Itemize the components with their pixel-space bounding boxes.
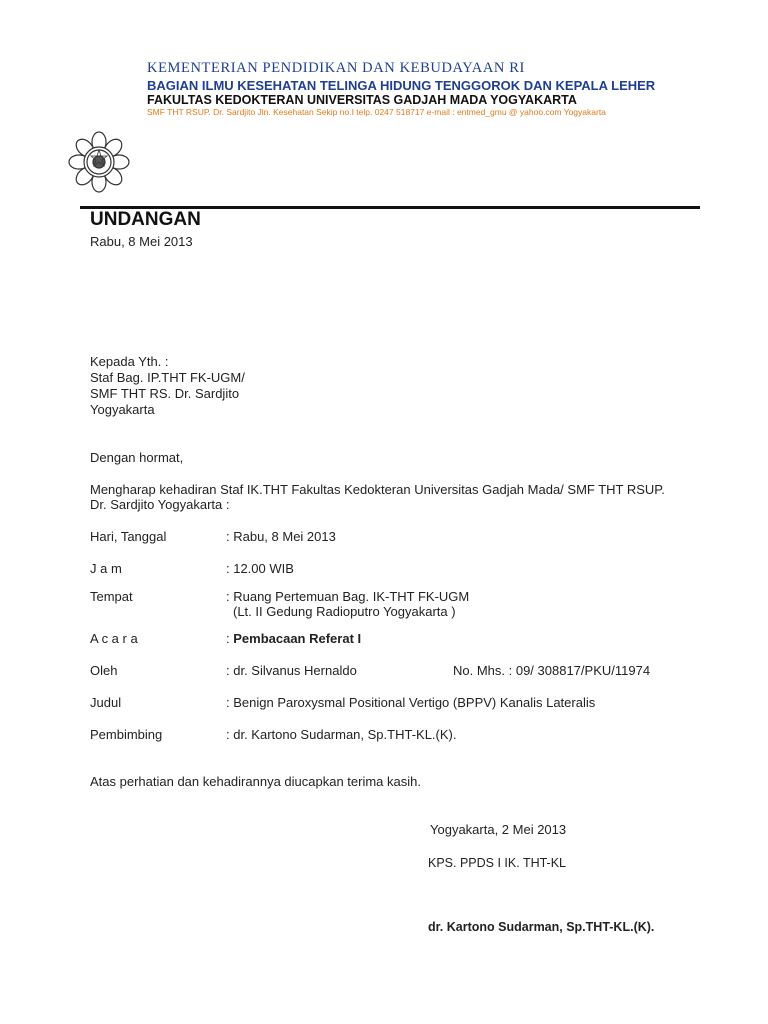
detail-label-time: J a m xyxy=(90,561,122,576)
detail-value-event xyxy=(226,631,361,646)
intro-text: Dr. Sardjito Yogyakarta : xyxy=(90,497,230,512)
recipient-line: Staf Bag. IP.THT FK-UGM/ xyxy=(90,370,245,385)
recipient-line: Yogyakarta xyxy=(90,402,155,417)
document-date: Rabu, 8 Mei 2013 xyxy=(90,234,193,249)
document-title: UNDANGAN xyxy=(90,209,201,230)
detail-value-title: : Benign Paroxysmal Positional Vertigo (BPPV) Kanalis Lateralis xyxy=(226,695,596,710)
signature-place-date: Yogyakarta, 2 Mei 2013 xyxy=(430,822,567,837)
detail-label-place: Tempat xyxy=(90,589,133,604)
university-seal-icon xyxy=(66,130,132,194)
detail-label-event: A c a r a xyxy=(90,631,138,646)
intro-text: Mengharap kehadiran Staf IK.THT Fakultas Kedokteran Universitas Gadjah Mada/ SMF THT RSUP. xyxy=(90,482,665,497)
letterhead-faculty: FAKULTAS KEDOKTERAN UNIVERSITAS GADJAH MADA YOGYAKARTA xyxy=(147,93,577,107)
detail-label-title: Judul xyxy=(90,695,122,710)
detail-label-supervisor: Pembimbing xyxy=(90,727,163,742)
signature-position: KPS. PPDS I IK. THT-KL xyxy=(428,856,567,870)
detail-value-date: : Rabu, 8 Mei 2013 xyxy=(226,529,336,544)
detail-value-place: : Ruang Pertemuan Bag. IK-THT FK-UGM xyxy=(226,589,470,604)
detail-value-time: : 12.00 WIB xyxy=(226,561,294,576)
letterhead-ministry: KEMENTERIAN PENDIDIKAN DAN KEBUDAYAAN RI xyxy=(147,60,525,76)
detail-value-place-sub: (Lt. II Gedung Radioputro Yogyakarta ) xyxy=(233,604,456,619)
signatory-name: dr. Kartono Sudarman, Sp.THT-KL.(K). xyxy=(428,920,655,934)
closing-text: Atas perhatian dan kehadirannya diucapkan terima kasih. xyxy=(90,774,421,789)
detail-value-presenter: : dr. Silvanus Hernaldo xyxy=(226,663,357,678)
letterhead-contact: SMF THT RSUP. Dr. Sardjito Jln. Kesehatan Sekip no.I telp. 0247 518717 e-mail : entmed_gmu @ yahoo.com Yogyakarta xyxy=(147,107,606,117)
recipient-line: SMF THT RS. Dr. Sardjito xyxy=(90,386,240,401)
event-name: Pembacaan Referat I xyxy=(233,631,362,646)
recipient-line: Kepada Yth. : xyxy=(90,354,169,369)
detail-value-student-number: No. Mhs. : 09/ 308817/PKU/11974 xyxy=(453,663,651,678)
event-colon: : xyxy=(226,631,234,646)
detail-label-presenter: Oleh xyxy=(90,663,118,678)
greeting: Dengan hormat, xyxy=(90,450,184,465)
detail-value-supervisor: : dr. Kartono Sudarman, Sp.THT-KL.(K). xyxy=(226,727,457,742)
letterhead-department: BAGIAN ILMU KESEHATAN TELINGA HIDUNG TENGGOROK DAN KEPALA LEHER xyxy=(147,78,656,93)
detail-label-date: Hari, Tanggal xyxy=(90,529,167,544)
